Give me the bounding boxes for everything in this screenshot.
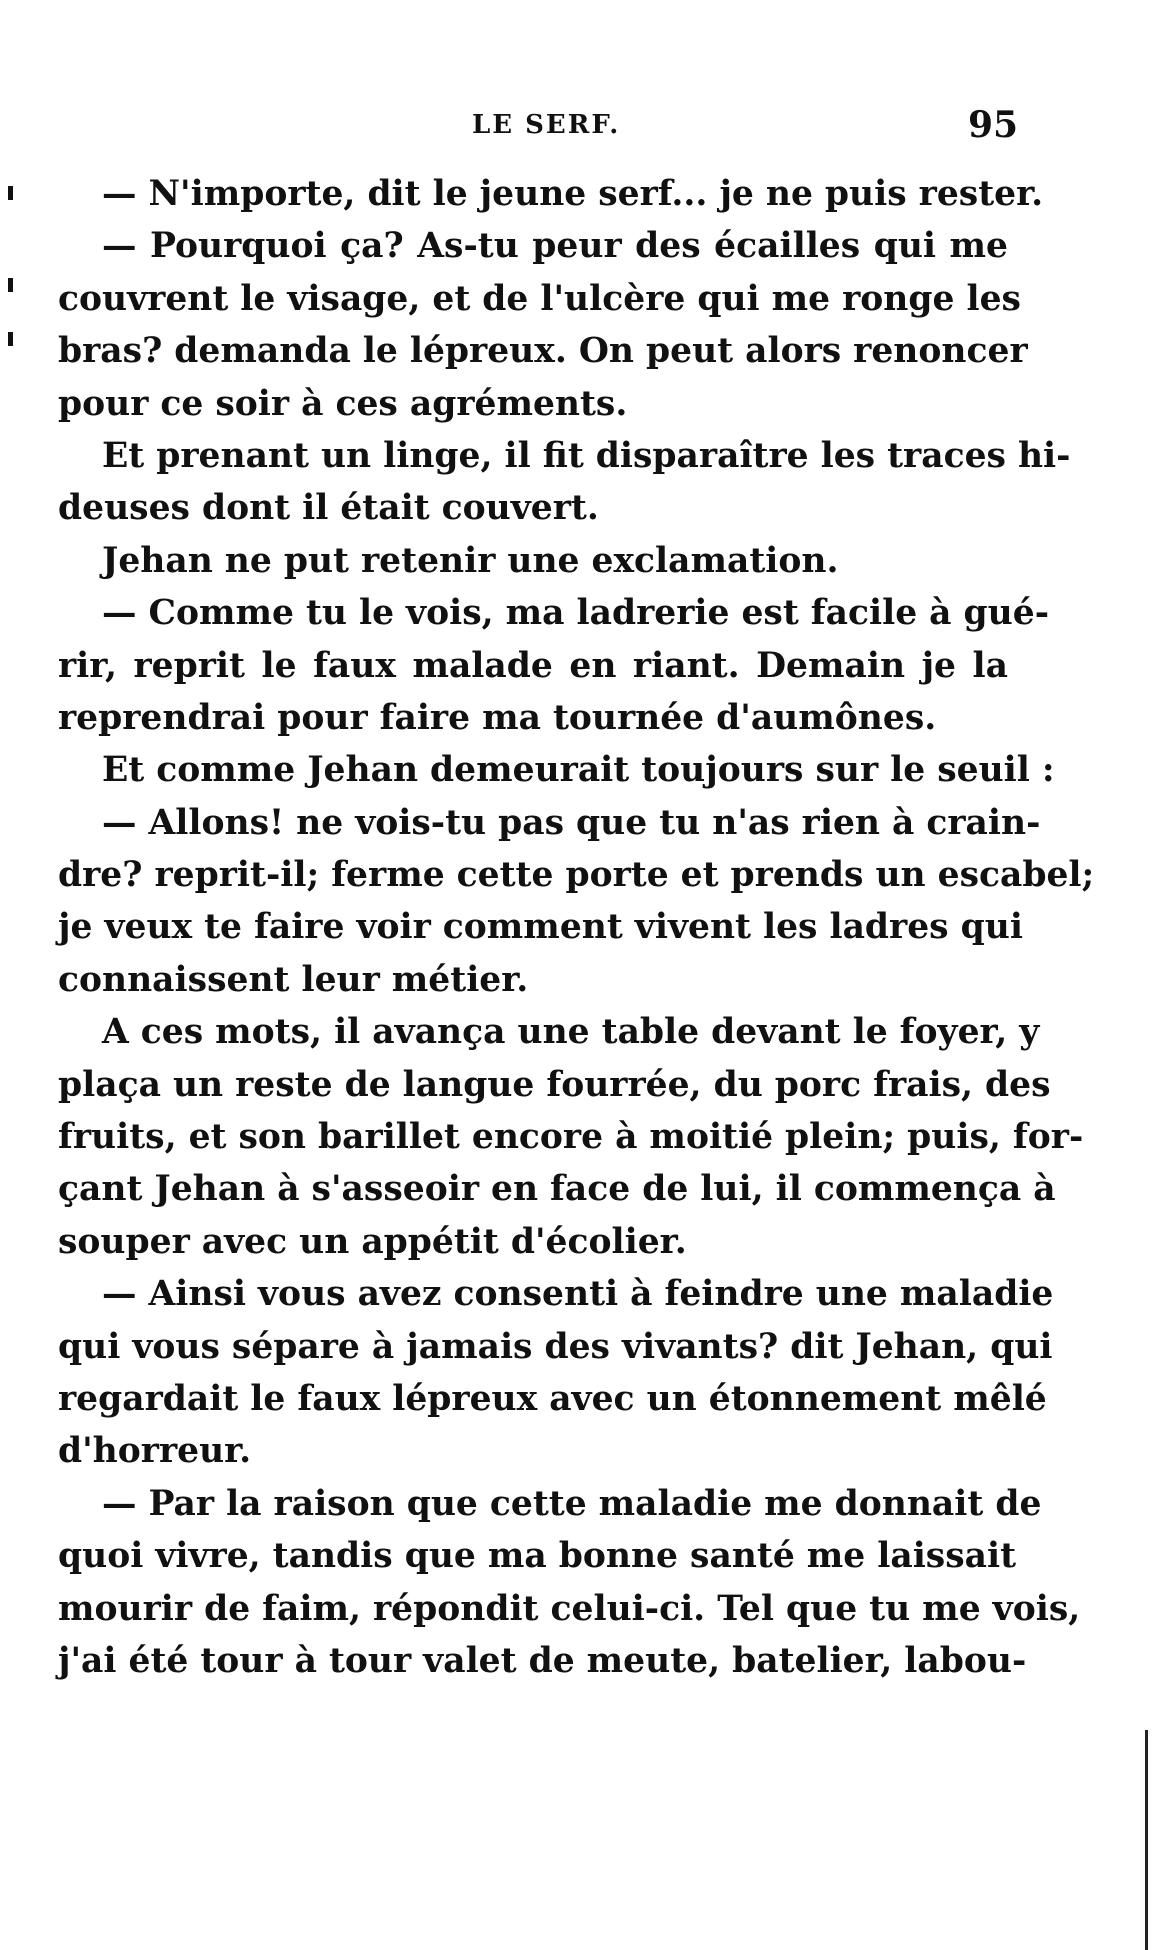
text-line: bras? demanda le lépreux. On peut alors renoncer: [58, 331, 1028, 372]
text-line: — N'importe, dit le jeune serf... je ne puis rester.: [102, 174, 1044, 214]
text-line: je veux te faire voir comment vivent les ladres qui: [58, 907, 1023, 948]
margin-mark: [8, 332, 13, 346]
text-line: A ces mots, il avança une table devant le foyer, y: [102, 1012, 1040, 1053]
text-line: Et prenant un linge, il fit disparaître les traces hi-: [102, 435, 1071, 476]
text-line: d'horreur.: [58, 1431, 252, 1472]
text-line: — Allons! ne vois-tu pas que tu n'as rien à crain-: [102, 802, 1041, 843]
text-line: couvrent le visage, et de l'ulcère qui me ronge les: [58, 278, 1021, 319]
text-line: qui vous sépare à jamais des vivants? dit Jehan, qui: [58, 1326, 1053, 1367]
text-line: deuses dont il était couvert.: [58, 488, 599, 529]
text-line: Et comme Jehan demeurait toujours sur le seuil :: [102, 750, 1055, 791]
body-text: [58, 168, 1095, 1687]
scan-edge-line: [1145, 1730, 1148, 1950]
margin-mark: [8, 278, 13, 292]
text-line: Jehan ne put retenir une exclamation.: [102, 540, 839, 581]
text-line: plaça un reste de langue fourrée, du porc frais, des: [58, 1064, 1051, 1105]
text-line: souper avec un appétit d'écolier.: [58, 1221, 687, 1262]
text-line: regardait le faux lépreux avec un étonnement mêlé: [58, 1378, 1047, 1419]
text-line: reprendrai pour faire ma tournée d'aumônes.: [58, 697, 937, 738]
text-line: — Par la raison que cette maladie me donnait de: [102, 1483, 1042, 1524]
text-line: dre? reprit-il; ferme cette porte et prends un escabel;: [58, 855, 1095, 896]
text-line: mourir de faim, répondit celui-ci. Tel que tu me vois,: [58, 1588, 1081, 1629]
text-line: çant Jehan à s'asseoir en face de lui, il commença à: [58, 1169, 1056, 1210]
text-line: — Pourquoi ça? As-tu peur des écailles qui me: [102, 226, 1008, 267]
text-line: quoi vivre, tandis que ma bonne santé me laissait: [58, 1536, 1017, 1577]
running-title: LE SERF.: [472, 110, 621, 140]
text-line: pour ce soir à ces agréments.: [58, 383, 628, 424]
page-number: 95: [968, 104, 1019, 146]
text-line: fruits, et son barillet encore à moitié plein; puis, for-: [58, 1117, 1084, 1158]
text-line: connaissent leur métier.: [58, 959, 529, 1000]
text-line: — Comme tu le vois, ma ladrerie est facile à gué-: [102, 593, 1050, 634]
running-head: [0, 104, 1160, 150]
text-line: rir, reprit le faux malade en riant. Demain je la: [58, 645, 1008, 686]
text-line: j'ai été tour à tour valet de meute, batelier, labou-: [58, 1640, 1027, 1681]
text-line: — Ainsi vous avez consenti à feindre une maladie: [102, 1274, 1054, 1315]
margin-mark: [8, 186, 13, 200]
